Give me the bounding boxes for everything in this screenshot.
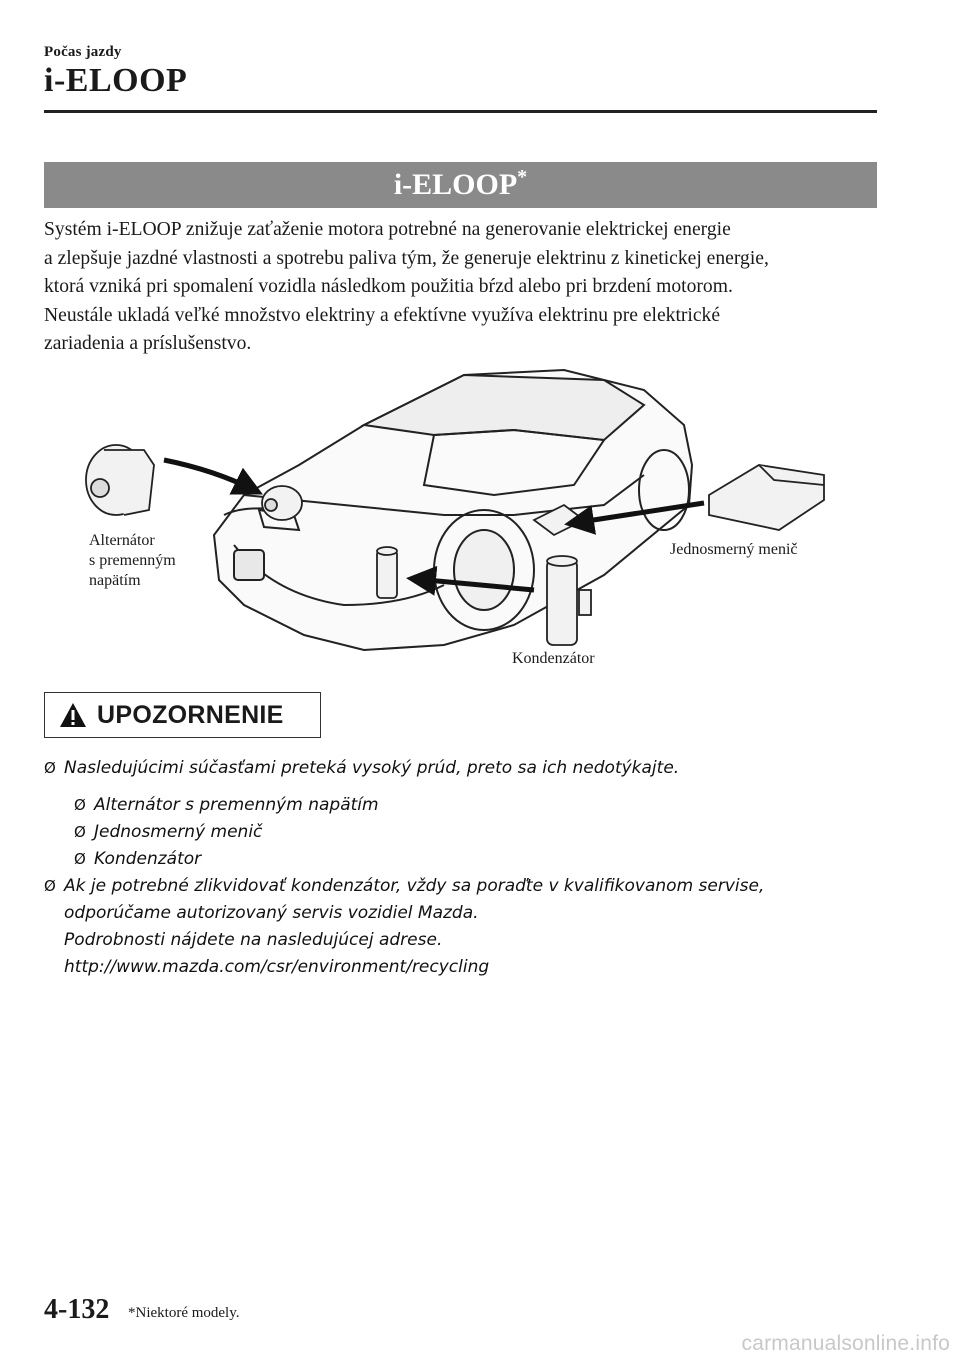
caution-subitem (44, 819, 894, 846)
intro-line: Systém i-ELOOP znižuje zaťaženie motora potrebné na generovanie elektrickej energie (44, 219, 731, 240)
caution-text: Kondenzátor (94, 849, 202, 869)
caution-subitem (44, 792, 894, 819)
bullet-icon: Ø (74, 796, 86, 814)
label-converter: Jednosmerný menič (670, 541, 798, 558)
label-line: napätím (89, 572, 141, 589)
intro-line: Neustále ukladá veľké množstvo elektriny a efektívne využíva elektrinu pre elektrické (44, 304, 721, 326)
illustration (44, 355, 884, 675)
watermark: carmanualsonline.info (741, 1332, 950, 1355)
caution-text: Nasledujúcimi súčasťami preteká vysoký prúd, preto sa ich nedotýkajte. (64, 758, 680, 778)
label-line: s premenným (89, 552, 176, 569)
caution-line: odporúčame autorizovaný servis vozidiel Mazda. (64, 903, 479, 923)
bullet-icon: Ø (44, 877, 56, 895)
page-number: 4-132 (44, 1294, 110, 1325)
caution-label: UPOZORNENIE (97, 700, 284, 729)
bullet-icon: Ø (74, 823, 86, 841)
footnote: *Niektoré modely. (128, 1305, 240, 1321)
caution-line: Ak je potrebné zlikvidovať kondenzátor, vždy sa poraďte v kvalifikovanom servise, (64, 876, 765, 896)
label-capacitor: Kondenzátor (512, 650, 595, 667)
caution-list (44, 755, 894, 981)
caution-text-block (64, 873, 764, 981)
caution-line: Podrobnosti nájdete na nasledujúcej adrese. (64, 930, 443, 950)
intro-paragraph (44, 216, 884, 359)
intro-line: a zlepšuje jazdné vlastnosti a spotrebu paliva tým, že generuje elektrinu z kinetickej energie, (44, 247, 769, 269)
banner-asterisk: * (517, 166, 528, 188)
warning-triangle-icon (59, 702, 87, 728)
header-rule (44, 110, 877, 113)
caution-text: Alternátor s premenným napätím (94, 795, 379, 815)
caution-item (44, 873, 894, 981)
label-alternator (89, 531, 176, 591)
label-line: Alternátor (89, 532, 155, 549)
caution-text: Jednosmerný menič (94, 822, 263, 842)
section-banner (44, 162, 877, 208)
car-illustration (44, 355, 884, 675)
caution-item (44, 755, 894, 782)
section-header: Počas jazdy (44, 44, 122, 60)
recycling-url: http://www.mazda.com/csr/environment/recycling (64, 957, 490, 977)
page-title: i-ELOOP (44, 62, 188, 99)
caution-subitem (44, 846, 894, 873)
caution-box (44, 692, 321, 738)
intro-line: zariadenia a príslušenstvo. (44, 333, 252, 354)
bullet-icon: Ø (74, 850, 86, 868)
bullet-icon: Ø (44, 759, 56, 777)
intro-line: ktorá vzniká pri spomalení vozidla následkom použitia bŕzd alebo pri brzdení motorom. (44, 276, 733, 297)
banner-title: i-ELOOP (393, 168, 518, 201)
